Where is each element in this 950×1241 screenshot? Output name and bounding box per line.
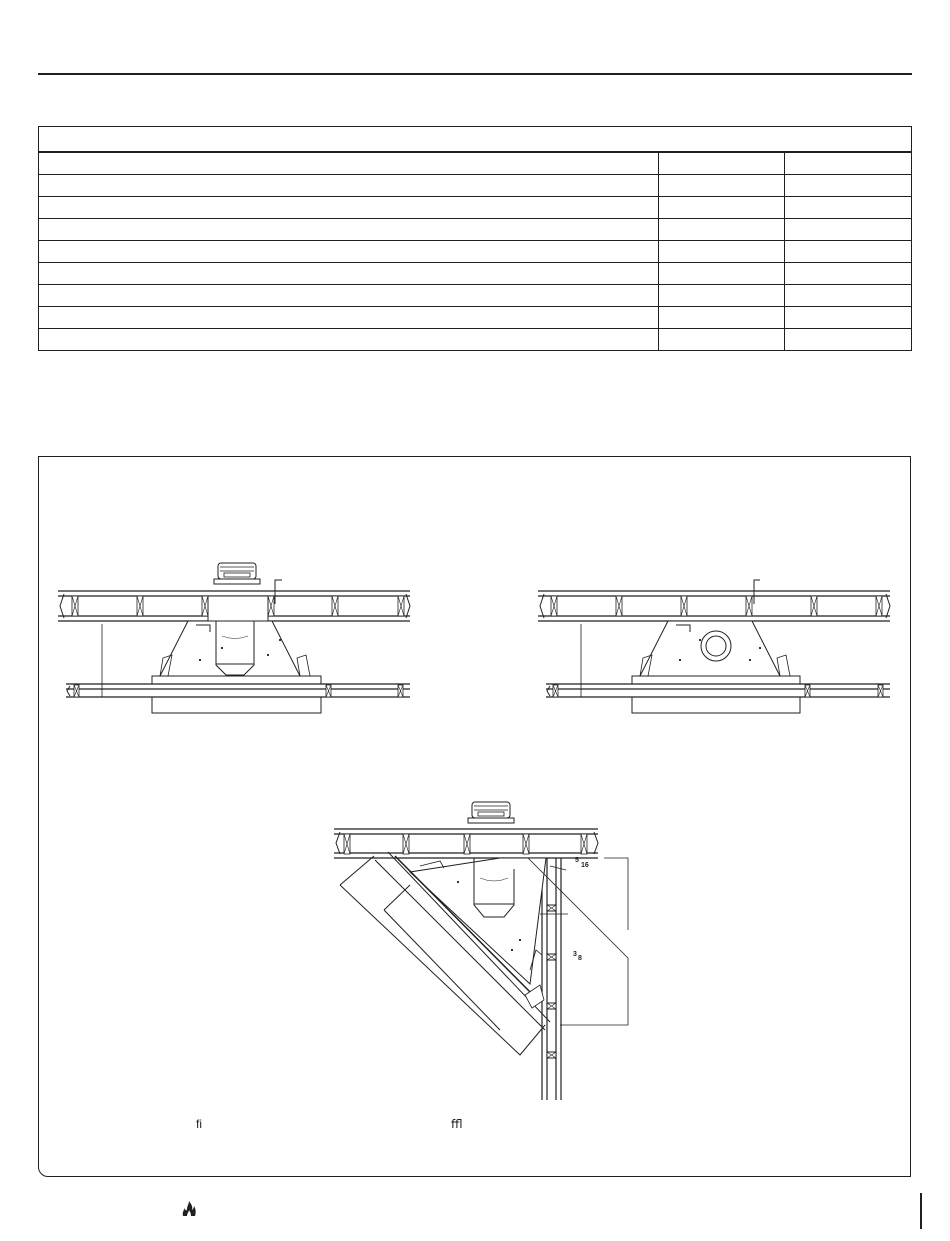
left-top-view-drawing xyxy=(58,563,410,713)
fraction-denominator: 16 xyxy=(581,862,589,869)
right-top-view-drawing xyxy=(538,580,890,713)
fraction-numerator: 5 xyxy=(575,857,579,864)
flame-logo-icon xyxy=(180,1200,198,1218)
caption-fragment: ﬁ xyxy=(196,1117,202,1131)
fraction-numerator: 3 xyxy=(573,951,577,958)
fraction-denominator: 8 xyxy=(578,955,582,962)
caption-fragment: ﬄ xyxy=(451,1117,463,1131)
footer-rule xyxy=(920,1193,922,1229)
corner-view-drawing xyxy=(334,802,628,1100)
